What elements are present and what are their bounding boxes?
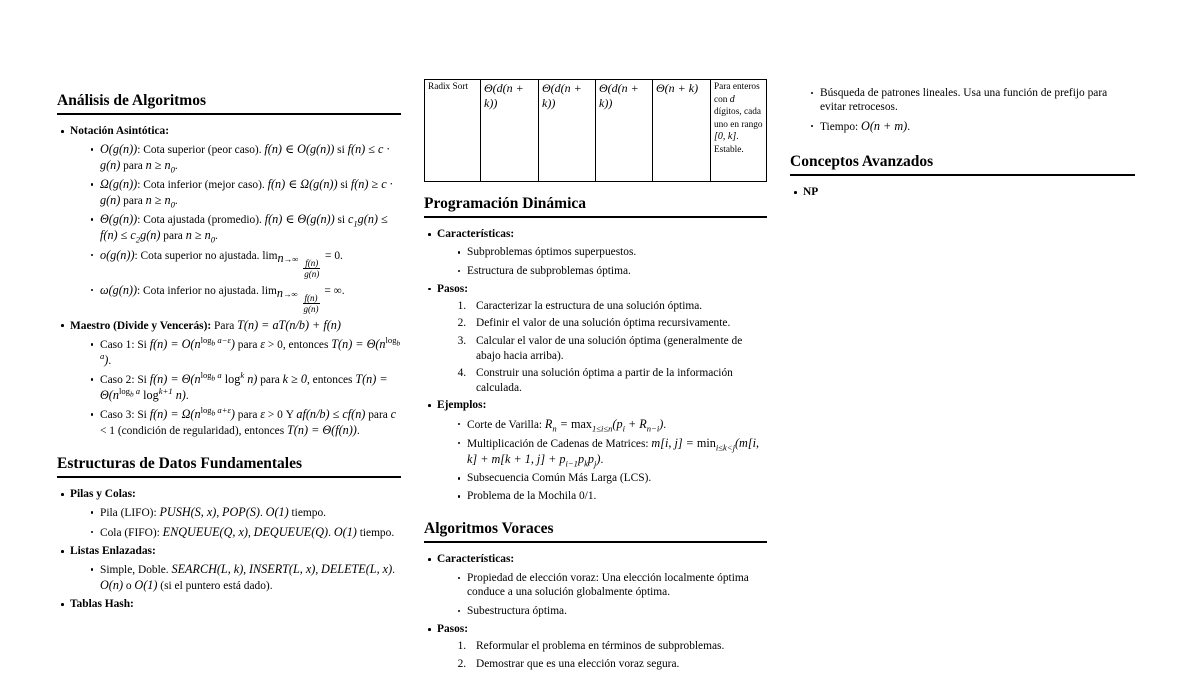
analisis-list <box>57 124 401 439</box>
list-item-listas-enlazadas <box>57 544 401 594</box>
list-item: Caso 1: Si $f(n) = O(n^{log_b a-\varepsilon})$ para ε > 0, entonces $T(n) = \Theta(n^{log_b a})$. <box>87 337 401 369</box>
section-title-estructuras-de-datos: Estructuras de Datos Fundamentales <box>57 456 401 478</box>
list-item: 4. Construir una solución óptima a partir de la información calculada. <box>469 366 767 396</box>
np-label: NP <box>803 186 819 199</box>
list-item: Subsecuencia Común Más Larga (LCS). <box>454 471 767 486</box>
table-cell-worst-case: Θ(d(n + k)) <box>596 80 653 182</box>
pd-caracteristicas-label: Características: <box>437 228 515 240</box>
list-item: ω(g(n)): Cota inferior no ajustada. $\lim_{n\to\infty}$ $\frac{f(n)}{g(n)}$ = ∞. <box>87 283 401 315</box>
list-item: Subproblemas óptimos superpuestos. <box>454 245 767 260</box>
list-item: 2. Demostrar que es una elección voraz segura. <box>469 657 767 672</box>
pd-caracteristicas-sublist <box>437 245 767 278</box>
av-pasos-label: Pasos: <box>437 622 469 635</box>
left-column <box>57 93 401 615</box>
list-item: Cola (FIFO): ENQUEUE(Q, x), DEQUEUE(Q). O(1) tiempo. <box>87 525 401 541</box>
kmp-sublist <box>790 86 1135 135</box>
list-item-np <box>790 185 1135 200</box>
pilas-colas-label: Pilas y Colas: <box>70 488 136 501</box>
maestro-sublist <box>70 337 401 439</box>
pilas-sublist <box>70 505 401 540</box>
section-title-algoritmos-voraces: Algoritmos Voraces <box>424 521 767 543</box>
middle-column <box>424 79 767 674</box>
list-item: 3. Calcular el valor de una solución óptima (generalmente de abajo hacia arriba). <box>469 334 767 364</box>
table-cell-notes: Para enteros con d dígitos, cada uno en rango [0, k]. Estable. <box>711 80 767 182</box>
list-item-av-pasos <box>424 622 767 671</box>
notacion-sublist <box>70 142 401 314</box>
programacion-dinamica-list <box>424 227 767 504</box>
pd-ejemplos-label: Ejemplos: <box>437 399 487 412</box>
list-item: Problema de la Mochila 0/1. <box>454 489 767 504</box>
list-item: 2. Definir el valor de una solución óptima recursivamente. <box>469 316 767 331</box>
list-item: Estructura de subproblemas óptima. <box>454 264 767 279</box>
list-item: Propiedad de elección voraz: Una elección localmente óptima conduce a una solución globalmente óptima. <box>454 571 767 601</box>
maestro-lead: Maestro (Divide y Vencerás): Para T(n) = aT(n/b) + f(n) <box>70 317 341 332</box>
list-item-notacion <box>57 124 401 314</box>
list-item: 1. Caracterizar la estructura de una solución óptima. <box>469 299 767 314</box>
table-cell-algorithm-name: Radix Sort <box>425 80 481 182</box>
list-item: Caso 3: Si $f(n) = \Omega(n^{log_b a+\varepsilon})$ para ε > 0 Y af(n/b) ≤ cf(n) para c < 1 (condición de regularidad), entonces T(n) = Θ(f(n)). <box>87 407 401 439</box>
listas-sublist <box>70 562 401 594</box>
list-item: Corte de Varilla: $R_n = \max_{1\le i\le n}(p_i + R_{n-i})$. <box>454 417 767 433</box>
list-item: Pila (LIFO): PUSH(S, x), POP(S). O(1) tiempo. <box>87 505 401 521</box>
list-item: Caso 2: Si $f(n) = \Theta(n^{log_b a}$ $\log^k n$) para k ≥ 0, entonces $T(n) = \Theta(n^{log_b a}$ $\log^{k+1} n$). <box>87 372 401 404</box>
section-title-conceptos-avanzados: Conceptos Avanzados <box>790 154 1135 176</box>
conceptos-avanzados-list <box>790 185 1135 200</box>
list-item-pd-pasos <box>424 282 767 396</box>
table-cell-best-case: Θ(d(n + k)) <box>481 80 539 182</box>
av-pasos-ordered-list <box>437 639 767 671</box>
right-column <box>790 82 1135 203</box>
list-item: Tiempo: O(n + m). <box>807 119 1135 135</box>
list-item: Simple, Doble. SEARCH(L, k), INSERT(L, x), DELETE(L, x). O(n) o O(1) (si el puntero está dado). <box>87 562 401 594</box>
list-item: Θ(g(n)): Cota ajustada (promedio). f(n) ∈ Θ(g(n)) si $c_1g(n) \le f(n) \le c_2g(n)$ para $n \ge n_0$. <box>87 212 401 244</box>
table-cell-space: Θ(n + k) <box>653 80 711 182</box>
list-item: 1. Reformular el problema en términos de subproblemas. <box>469 639 767 654</box>
list-item: o(g(n)): Cota superior no ajustada. $\lim_{n\to\infty}$ $\frac{f(n)}{g(n)}$ = 0. <box>87 248 401 280</box>
pd-pasos-ordered-list <box>437 299 767 395</box>
list-item-pd-caracteristicas <box>424 227 767 278</box>
radix-sort-table <box>424 79 767 182</box>
list-item: Subestructura óptima. <box>454 604 767 619</box>
list-item-maestro <box>57 318 401 439</box>
pd-ejemplos-sublist <box>437 417 767 504</box>
list-item-pilas-colas <box>57 487 401 540</box>
listas-enlazadas-label: Listas Enlazadas: <box>70 544 156 557</box>
section-title-analisis-de-algoritmos: Análisis de Algoritmos <box>57 93 401 115</box>
list-item-pd-ejemplos <box>424 398 767 504</box>
list-item-tablas-hash <box>57 597 401 612</box>
av-caracteristicas-sublist <box>437 571 767 619</box>
notacion-label: Notación Asintótica: <box>70 125 170 137</box>
list-item-av-caracteristicas <box>424 552 767 618</box>
list-item: O(g(n)): Cota superior (peor caso). f(n) ∈ O(g(n)) si f(n) ≤ c · g(n) para $n \ge n_0$. <box>87 142 401 174</box>
av-caracteristicas-label: Características: <box>437 553 515 566</box>
list-item: Ω(g(n)): Cota inferior (mejor caso). f(n) ∈ Ω(g(n)) si f(n) ≥ c · g(n) para $n \ge n_0$. <box>87 177 401 209</box>
list-item: Multiplicación de Cadenas de Matrices: m[i, $j] = \min_{i\le k<j}(m[i$, k] + m[k + 1, $j] + p_{i-1}p_kp_j$). <box>454 436 767 468</box>
list-item: Búsqueda de patrones lineales. Usa una función de prefijo para evitar retrocesos. <box>807 86 1135 116</box>
estructuras-list <box>57 487 401 612</box>
table-row-radix-sort <box>425 80 767 182</box>
section-title-programacion-dinamica: Programación Dinámica <box>424 196 767 218</box>
algoritmos-voraces-list <box>424 552 767 671</box>
pd-pasos-label: Pasos: <box>437 282 469 295</box>
tablas-hash-label: Tablas Hash: <box>70 598 134 611</box>
table-cell-average-case: Θ(d(n + k)) <box>539 80 596 182</box>
